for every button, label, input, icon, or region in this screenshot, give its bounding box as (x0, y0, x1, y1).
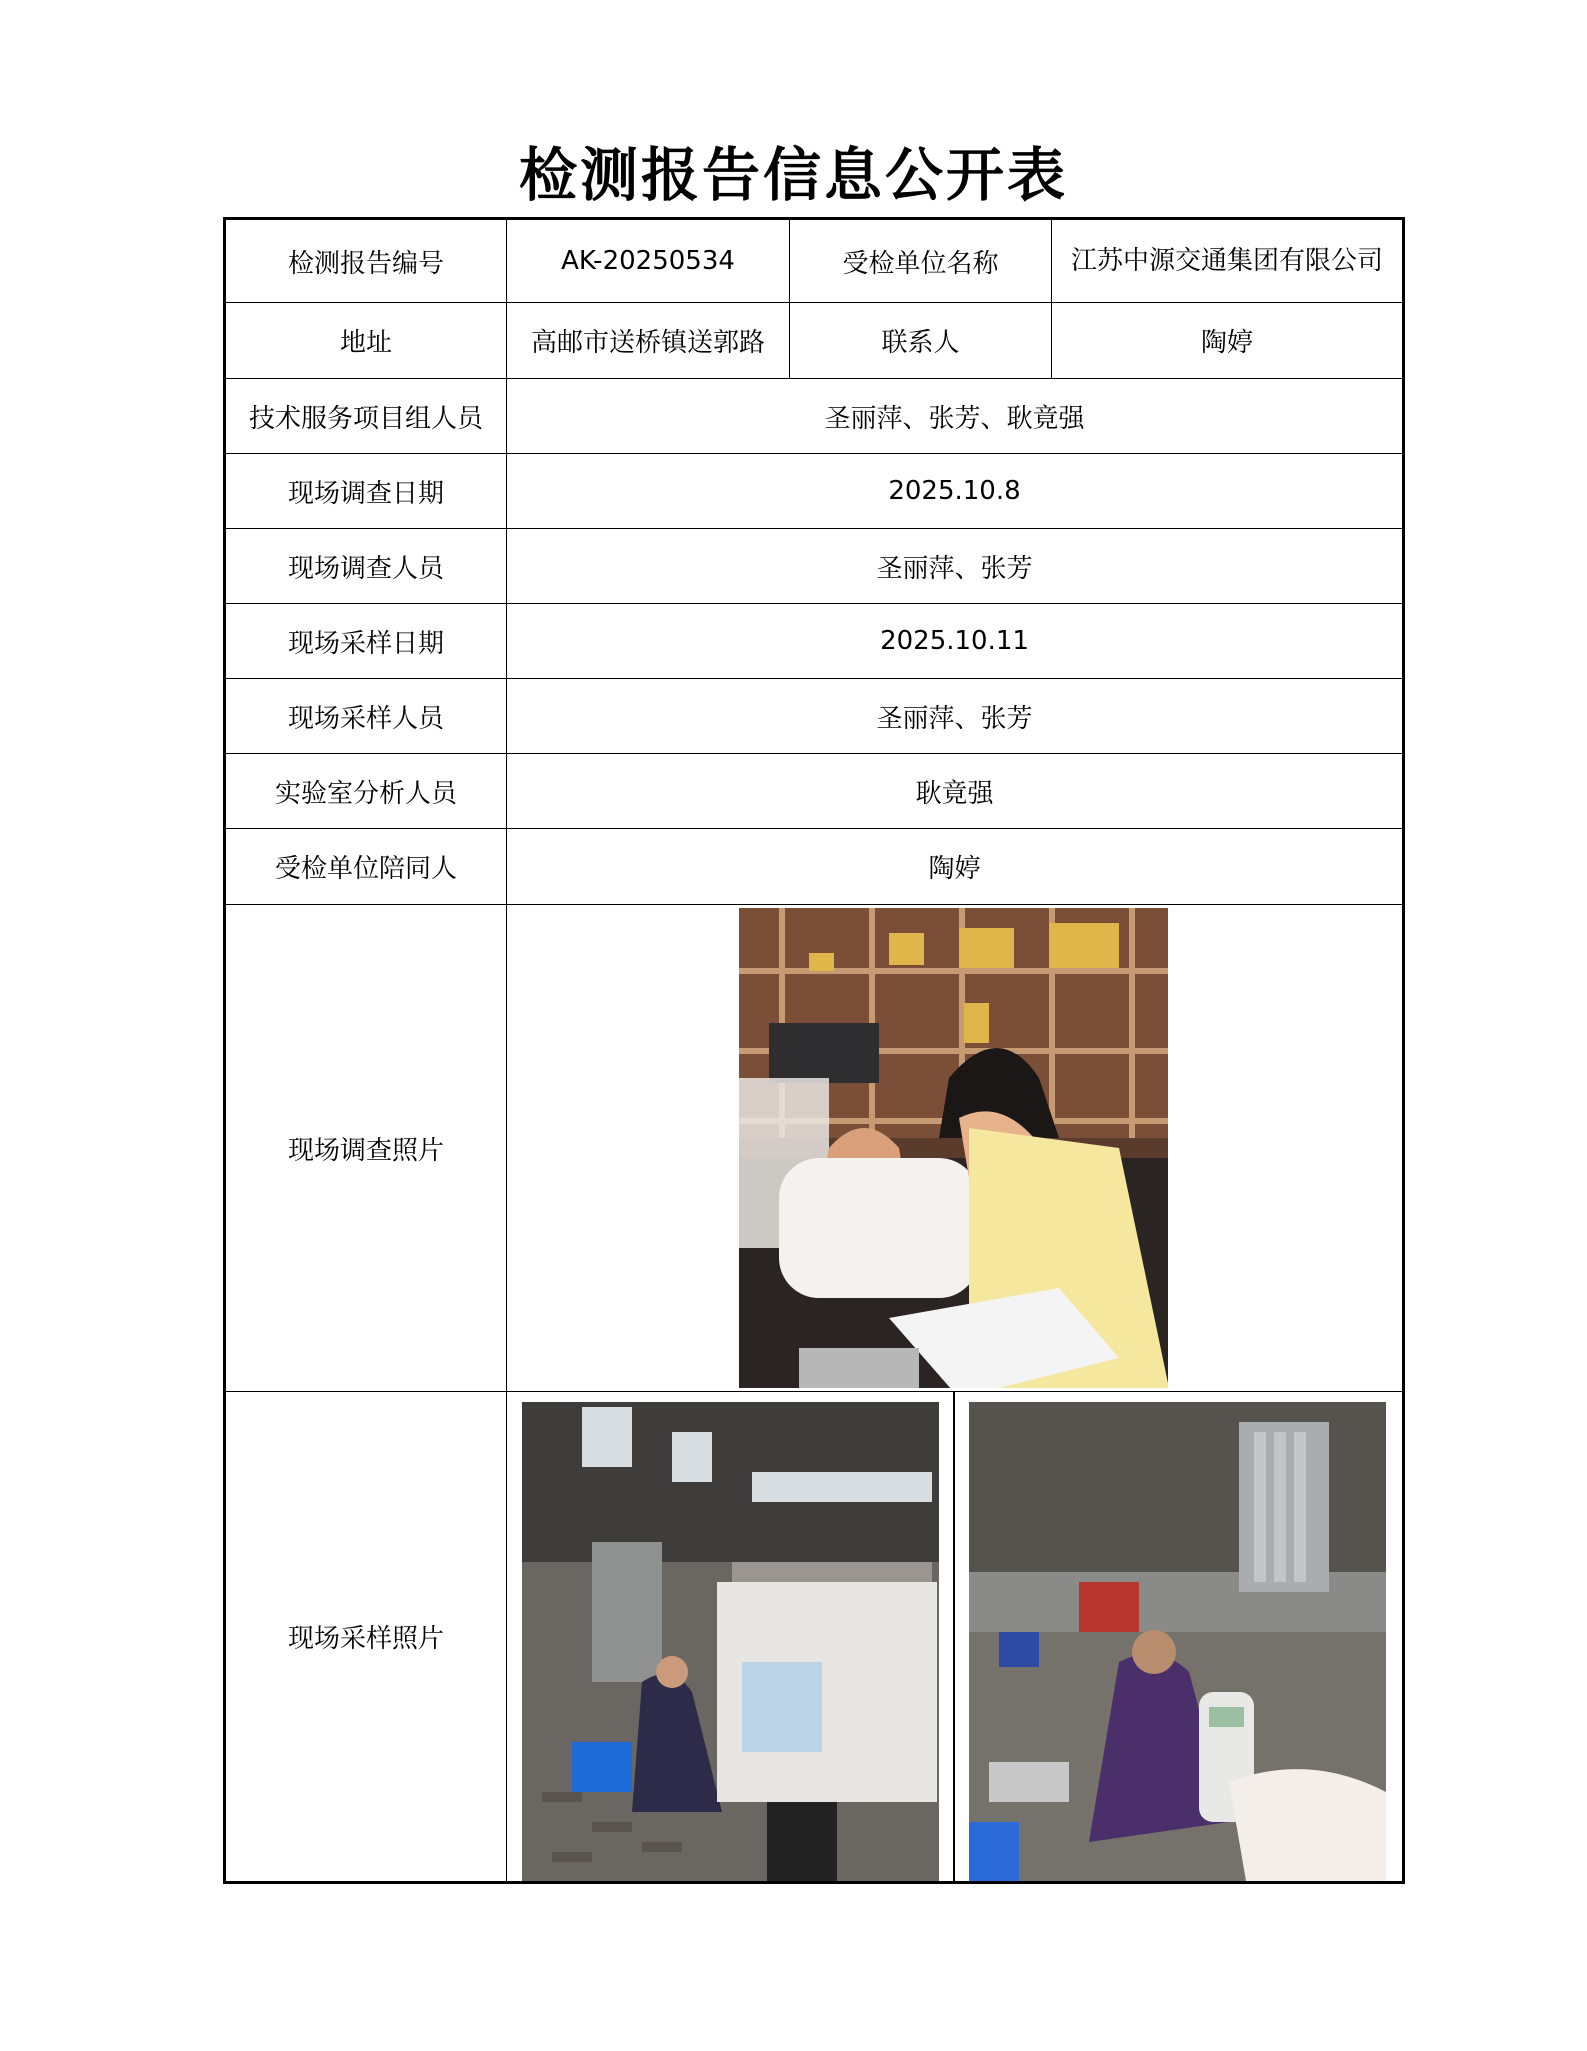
table-row (225, 303, 1404, 379)
row-value: 圣丽萍、张芳、耿竟强 (507, 379, 1404, 454)
survey-photo (739, 908, 1168, 1388)
table-row (225, 454, 1404, 529)
row-value: 圣丽萍、张芳 (507, 679, 1404, 754)
table-row (225, 905, 1404, 1392)
sampling-photo-2 (969, 1402, 1386, 1881)
page-title: 检测报告信息公开表 (518, 141, 1068, 209)
row-value: 2025.10.8 (507, 454, 1404, 529)
row-label: 受检单位陪同人 (225, 829, 507, 905)
contact-label: 联系人 (790, 303, 1052, 379)
row-label: 现场调查人员 (225, 529, 507, 604)
table-row (225, 604, 1404, 679)
address-value: 高邮市送桥镇送郭路 (507, 303, 790, 379)
survey-photo-label: 现场调查照片 (225, 905, 507, 1392)
row-value: 2025.10.11 (507, 604, 1404, 679)
survey-photo-cell (507, 905, 1404, 1392)
row-label: 现场调查日期 (225, 454, 507, 529)
row-value: 耿竟强 (507, 754, 1404, 829)
table-row (225, 1392, 1404, 1883)
table-row (225, 379, 1404, 454)
report-no-value: AK-20250534 (507, 219, 790, 303)
table-row (225, 529, 1404, 604)
sampling-photo-label: 现场采样照片 (225, 1392, 507, 1883)
table-row (225, 219, 1404, 303)
contact-value: 陶婷 (1052, 303, 1404, 379)
row-value: 圣丽萍、张芳 (507, 529, 1404, 604)
row-label: 技术服务项目组人员 (225, 379, 507, 454)
sampling-photo-cell (507, 1392, 1404, 1883)
row-label: 现场采样日期 (225, 604, 507, 679)
unit-name-label: 受检单位名称 (790, 219, 1052, 303)
row-value: 陶婷 (507, 829, 1404, 905)
row-label: 实验室分析人员 (225, 754, 507, 829)
photo-divider (953, 1392, 955, 1883)
address-label: 地址 (225, 303, 507, 379)
table-row (225, 679, 1404, 754)
table-row (225, 754, 1404, 829)
unit-name-value: 江苏中源交通集团有限公司 (1052, 219, 1404, 303)
row-label: 现场采样人员 (225, 679, 507, 754)
sampling-photo-1 (522, 1402, 939, 1881)
report-table (223, 217, 1405, 1884)
report-no-label: 检测报告编号 (225, 219, 507, 303)
table-row (225, 829, 1404, 905)
